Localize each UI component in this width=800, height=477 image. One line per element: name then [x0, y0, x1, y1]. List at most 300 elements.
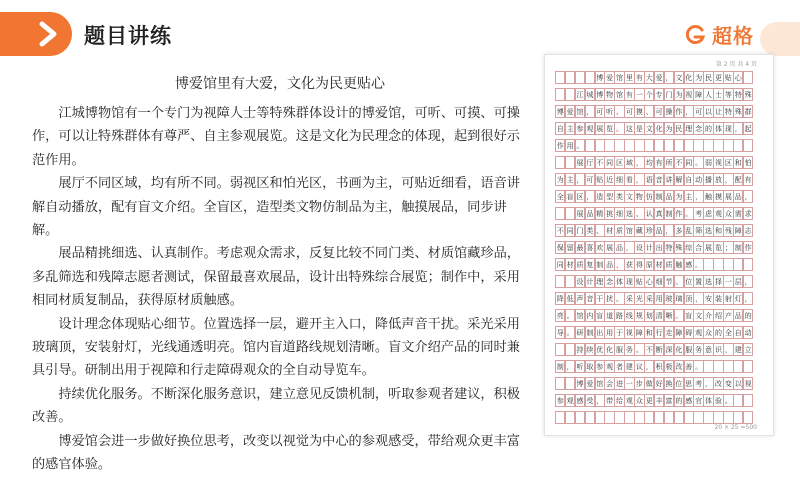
essay-paragraph: 江城博物馆有一个专门为视障人士等特殊群体设计的博爱馆，可听、可摸、可操作，可以让特殊群体有尊严、自主参观展览。这是文化为民理念的体现，起到很好示范作用。: [32, 106, 520, 168]
answer-sheet-cell: 博: [555, 105, 565, 118]
answer-sheet-cell: ，: [664, 71, 674, 84]
answer-sheet-cell: ，: [723, 343, 733, 356]
answer-sheet-cell: 用: [565, 139, 575, 152]
answer-sheet-cell: 语: [644, 173, 654, 186]
answer-sheet-cell: ，: [595, 394, 605, 407]
answer-sheet-cell: 视: [684, 88, 694, 101]
answer-sheet-cell: 造: [595, 190, 605, 203]
answer-sheet-cell: 里: [624, 71, 634, 84]
answer-sheet-cell: 看: [624, 173, 634, 186]
answer-sheet-cell: [703, 139, 713, 152]
answer-sheet-cell: [634, 139, 644, 152]
answer-sheet-cell: 细: [614, 173, 624, 186]
answer-sheet-cell: 作: [743, 241, 753, 254]
answer-sheet-cell: [644, 139, 654, 152]
answer-sheet-cell: 细: [654, 275, 664, 288]
answer-sheet-cell: 不: [644, 343, 654, 356]
play-arrow-icon: [0, 12, 72, 56]
answer-sheet-cell: 等: [723, 88, 733, 101]
answer-sheet-cell: 可: [693, 105, 703, 118]
answer-sheet-cell: 殊: [674, 241, 684, 254]
answer-sheet-cell: 质: [575, 258, 585, 271]
answer-sheet-cell: [684, 411, 694, 424]
answer-sheet-cell: 极: [664, 360, 674, 373]
answer-sheet-cell: 。: [723, 394, 733, 407]
answer-sheet-cell: 文: [644, 122, 654, 135]
answer-sheet-cell: [723, 411, 733, 424]
answer-sheet-cell: 的: [703, 122, 713, 135]
answer-sheet-cell: 议: [634, 360, 644, 373]
answer-sheet-cell: 全: [723, 326, 733, 339]
answer-sheet-cell: 博: [575, 377, 585, 390]
answer-sheet-cell: 玻: [664, 292, 674, 305]
answer-sheet-cell: 体: [703, 394, 713, 407]
answer-sheet-cell: 细: [614, 207, 624, 220]
answer-sheet-cell: 个: [644, 88, 654, 101]
answer-sheet-cell: 晰: [664, 309, 674, 322]
answer-sheet-cell: 务: [624, 343, 634, 356]
answer-sheet-cell: [703, 360, 713, 373]
answer-sheet-cell: 。: [614, 122, 624, 135]
answer-sheet-cell: 不: [595, 156, 605, 169]
answer-sheet-cell: ，: [703, 377, 713, 390]
answer-sheet-cell: 作: [555, 139, 565, 152]
answer-sheet-row: [555, 156, 753, 169]
answer-sheet-cell: 观: [693, 326, 703, 339]
answer-sheet-cell: 。: [614, 292, 624, 305]
answer-sheet-cell: 选: [703, 224, 713, 237]
answer-sheet-cell: [565, 88, 575, 101]
answer-sheet-cell: 讲: [664, 173, 674, 186]
answer-sheet-cell: 障: [733, 224, 743, 237]
answer-sheet-cell: [585, 139, 595, 152]
answer-sheet-cell: [585, 411, 595, 424]
answer-sheet-cell: 近: [604, 173, 614, 186]
answer-sheet-cell: [743, 139, 753, 152]
essay-paragraph: 展品精挑细选、认真制作。考虑观众需求，反复比较不同门类、材质馆藏珍品，多乱筛选和残障志愿者测试，保留最喜欢展品，设计出特殊综合展览；制作中，采用相同材质复制品，获得原材质触感。: [32, 246, 520, 309]
answer-sheet-cell: [565, 275, 575, 288]
answer-sheet-cell: 积: [654, 360, 664, 373]
answer-sheet-cell: 大: [644, 71, 654, 84]
answer-sheet-cell: 类: [585, 224, 595, 237]
answer-sheet-cell: 璃: [674, 292, 684, 305]
brand-logo: [684, 20, 754, 49]
answer-sheet-cell: 识: [713, 343, 723, 356]
answer-sheet-cell: 材: [604, 224, 614, 237]
answer-sheet-cell: [634, 411, 644, 424]
answer-sheet-cell: 计: [585, 275, 595, 288]
answer-sheet-cell: 感: [684, 258, 694, 271]
answer-sheet-cell: 不: [555, 224, 565, 237]
answer-sheet-cell: 层: [733, 275, 743, 288]
answer-sheet-cell: 化: [654, 122, 664, 135]
answer-sheet-cell: 给: [614, 394, 624, 407]
answer-sheet-cell: 。: [674, 275, 684, 288]
answer-sheet-cell: 光: [634, 292, 644, 305]
answer-sheet-cell: [644, 411, 654, 424]
answer-sheet-cell: 者: [614, 360, 624, 373]
answer-sheet-cell: 绍: [713, 309, 723, 322]
answer-sheet-page-label: 第 2 页 共 4 页: [715, 61, 757, 68]
answer-sheet-cell: 城: [585, 88, 595, 101]
answer-sheet-row: [555, 309, 753, 322]
answer-sheet-cell: 展: [575, 156, 585, 169]
answer-sheet-cell: 路: [614, 309, 624, 322]
answer-sheet-row: [555, 343, 753, 356]
answer-sheet-cell: [565, 343, 575, 356]
answer-sheet-cell: 志: [743, 224, 753, 237]
answer-sheet-cell: 续: [585, 343, 595, 356]
answer-sheet-cell: ，: [693, 292, 703, 305]
answer-sheet-cell: [575, 411, 585, 424]
answer-sheet-cell: [743, 71, 753, 84]
answer-sheet-cell: ，: [634, 173, 644, 186]
essay-title: 博爱馆里有大爱，文化为民更贴心: [175, 76, 385, 92]
answer-sheet-cell: 于: [614, 326, 624, 339]
answer-sheet-cell: 感: [575, 394, 585, 407]
answer-sheet-cell: 、: [614, 105, 624, 118]
answer-sheet-cell: 盲: [684, 309, 694, 322]
answer-sheet-cell: 进: [614, 377, 624, 390]
answer-sheet-cell: 计: [644, 241, 654, 254]
answer-sheet-cell: 研: [575, 326, 585, 339]
answer-sheet-cell: 制: [733, 241, 743, 254]
answer-sheet-cell: 步: [634, 377, 644, 390]
answer-sheet-cell: 和: [713, 224, 723, 237]
answer-sheet-cell: 优: [595, 343, 605, 356]
answer-sheet-cell: 全: [555, 190, 565, 203]
answer-sheet-cell: 让: [713, 105, 723, 118]
answer-sheet-cell: 播: [703, 173, 713, 186]
answer-sheet-cell: [713, 411, 723, 424]
answer-sheet-cell: ，: [723, 173, 733, 186]
answer-sheet-cell: 的: [674, 394, 684, 407]
answer-sheet-cell: [555, 343, 565, 356]
answer-sheet-cell: 获: [624, 258, 634, 271]
answer-sheet-cell: [595, 411, 605, 424]
answer-sheet-cell: 置: [693, 275, 703, 288]
answer-sheet-cell: 博: [595, 71, 605, 84]
answer-sheet-cell: ；: [723, 241, 733, 254]
answer-sheet-cell: 会: [604, 377, 614, 390]
answer-sheet-cell: 内: [585, 309, 595, 322]
answer-sheet-cell: 做: [644, 377, 654, 390]
answer-sheet-cell: 博: [595, 88, 605, 101]
answer-sheet-cell: [555, 275, 565, 288]
answer-sheet-row: [555, 411, 753, 424]
answer-sheet-cell: 、: [595, 224, 605, 237]
answer-sheet-cell: 馆: [575, 105, 585, 118]
answer-sheet-cell: 为: [674, 190, 684, 203]
answer-sheet-cell: 道: [604, 309, 614, 322]
answer-sheet-cell: [555, 71, 565, 84]
answer-sheet-cell: 思: [684, 377, 694, 390]
answer-sheet-cell: [555, 411, 565, 424]
answer-sheet-cell: 同: [684, 156, 694, 169]
answer-sheet-cell: 同: [604, 156, 614, 169]
answer-sheet-cell: 贴: [723, 71, 733, 84]
answer-sheet-cell: 意: [703, 343, 713, 356]
answer-sheet-cell: 品: [733, 309, 743, 322]
answer-sheet-cell: 。: [565, 309, 575, 322]
answer-sheet-cell: 动: [693, 173, 703, 186]
answer-sheet-cell: 馆: [614, 71, 624, 84]
answer-sheet-cell: 这: [624, 122, 634, 135]
answer-sheet-cell: 听: [575, 360, 585, 373]
answer-sheet-cell: 念: [604, 275, 614, 288]
answer-sheet-cell: 更: [644, 394, 654, 407]
answer-sheet-cell: [595, 139, 605, 152]
answer-sheet-cell: 取: [585, 360, 595, 373]
answer-sheet-cell: 可: [585, 173, 595, 186]
answer-sheet-cell: 品: [585, 207, 595, 220]
answer-sheet-cell: 、: [644, 105, 654, 118]
answer-sheet-cell: 品: [664, 190, 674, 203]
answer-sheet-cell: 展: [575, 207, 585, 220]
answer-sheet-cell: 、: [634, 207, 644, 220]
answer-sheet-cell: 自: [684, 173, 694, 186]
answer-sheet-cell: 特: [733, 88, 743, 101]
answer-sheet-cell: 现: [624, 275, 634, 288]
answer-sheet-cell: [555, 207, 565, 220]
answer-sheet-grid: [555, 71, 753, 428]
answer-sheet-cell: 降: [555, 292, 565, 305]
answer-sheet-cell: 规: [634, 309, 644, 322]
answer-sheet-cell: 展: [703, 241, 713, 254]
answer-sheet-cell: 怕: [743, 156, 753, 169]
answer-sheet-cell: 好: [654, 377, 664, 390]
answer-sheet-cell: 导: [555, 326, 565, 339]
answer-sheet-row: [555, 139, 753, 152]
answer-sheet-cell: 展: [604, 241, 614, 254]
answer-sheet-cell: 选: [624, 207, 634, 220]
answer-sheet-cell: 保: [555, 241, 565, 254]
answer-sheet-cell: 弱: [703, 156, 713, 169]
answer-sheet-cell: 行: [654, 326, 664, 339]
answer-sheet-cell: 观: [585, 122, 595, 135]
answer-sheet-row: [555, 377, 753, 390]
answer-sheet-cell: 品: [604, 258, 614, 271]
answer-sheet-cell: 喜: [585, 241, 595, 254]
answer-sheet-cell: ，: [565, 360, 575, 373]
answer-sheet-cell: 心: [733, 71, 743, 84]
answer-sheet-cell: 出: [654, 241, 664, 254]
answer-sheet-cell: [703, 411, 713, 424]
answer-sheet-cell: 立: [743, 343, 753, 356]
answer-sheet-cell: 操: [664, 105, 674, 118]
answer-sheet-cell: 化: [674, 343, 684, 356]
answer-sheet-cell: [654, 139, 664, 152]
answer-sheet-cell: 摸: [713, 190, 723, 203]
answer-sheet-cell: 江: [575, 88, 585, 101]
answer-sheet-cell: 安: [703, 292, 713, 305]
answer-sheet-cell: 观: [624, 394, 634, 407]
answer-sheet-cell: ，: [614, 258, 624, 271]
answer-sheet-cell: 动: [743, 326, 753, 339]
answer-sheet-cell: 原: [644, 258, 654, 271]
answer-sheet-cell: 变: [723, 377, 733, 390]
answer-sheet-cell: ，: [733, 122, 743, 135]
answer-sheet-cell: 体: [614, 275, 624, 288]
answer-sheet-cell: 换: [664, 377, 674, 390]
answer-sheet-cell: ，: [624, 241, 634, 254]
answer-sheet-cell: 服: [684, 343, 694, 356]
answer-sheet-cell: 藏: [634, 224, 644, 237]
answer-sheet-cell: 民: [674, 122, 684, 135]
answer-sheet-cell: 富: [664, 394, 674, 407]
answer-sheet-cell: 虑: [703, 207, 713, 220]
answer-sheet-cell: [693, 139, 703, 152]
answer-sheet-cell: 参: [595, 360, 605, 373]
answer-sheet-row: [555, 360, 753, 373]
answer-sheet-cell: 用: [604, 326, 614, 339]
answer-sheet-cell: [674, 139, 684, 152]
answer-sheet-cell: 节: [664, 275, 674, 288]
answer-sheet-cell: 贴: [595, 173, 605, 186]
answer-sheet-row: [555, 326, 753, 339]
answer-sheet-cell: ，: [585, 105, 595, 118]
answer-sheet-cell: 采: [624, 292, 634, 305]
answer-sheet-cell: 仿: [644, 190, 654, 203]
answer-sheet-cell: 众: [723, 207, 733, 220]
answer-sheet-cell: 建: [624, 360, 634, 373]
answer-sheet-cell: 改: [674, 360, 684, 373]
answer-sheet-cell: 亮: [555, 309, 565, 322]
answer-sheet-cell: 制: [555, 360, 565, 373]
answer-sheet-cell: 质: [664, 258, 674, 271]
answer-sheet-cell: 位: [684, 275, 694, 288]
answer-sheet-cell: 最: [575, 241, 585, 254]
answer-sheet-cell: 爱: [565, 105, 575, 118]
answer-sheet-cell: 馆: [614, 88, 624, 101]
answer-sheet-cell: 物: [634, 190, 644, 203]
answer-sheet-cell: 门: [575, 224, 585, 237]
answer-sheet-cell: 干: [595, 292, 605, 305]
answer-sheet-footer: 20 × 25 =500: [714, 424, 757, 431]
answer-sheet-cell: 材: [565, 258, 575, 271]
answer-sheet-cell: [733, 411, 743, 424]
answer-sheet-cell: 的: [713, 326, 723, 339]
answer-sheet-cell: 参: [575, 122, 585, 135]
answer-sheet-image: [544, 54, 774, 436]
answer-sheet-cell: [713, 139, 723, 152]
answer-sheet-cell: [674, 411, 684, 424]
answer-sheet-cell: ，: [644, 360, 654, 373]
answer-sheet-cell: [664, 139, 674, 152]
answer-sheet-cell: 群: [743, 105, 753, 118]
answer-sheet-cell: 众: [703, 326, 713, 339]
answer-sheet-cell: 真: [654, 207, 664, 220]
answer-sheet-cell: 一: [624, 377, 634, 390]
answer-sheet-cell: 心: [644, 275, 654, 288]
answer-sheet-cell: 介: [703, 309, 713, 322]
answer-sheet-cell: [723, 360, 733, 373]
answer-sheet-cell: 综: [684, 241, 694, 254]
answer-sheet-cell: 验: [713, 394, 723, 407]
answer-sheet-cell: 欢: [595, 241, 605, 254]
answer-sheet-cell: 多: [674, 224, 684, 237]
answer-sheet-cell: 用: [654, 292, 664, 305]
answer-sheet-cell: 品: [614, 241, 624, 254]
answer-sheet-cell: 观: [604, 360, 614, 373]
answer-sheet-cell: 。: [693, 360, 703, 373]
answer-sheet-cell: 音: [654, 173, 664, 186]
answer-sheet-cell: 合: [693, 241, 703, 254]
answer-sheet-cell: 务: [693, 343, 703, 356]
answer-sheet-cell: 起: [743, 122, 753, 135]
answer-sheet-cell: 择: [713, 275, 723, 288]
answer-sheet-cell: 视: [743, 377, 753, 390]
answer-sheet-cell: [565, 71, 575, 84]
answer-sheet-cell: 更: [713, 71, 723, 84]
answer-sheet-cell: 一: [634, 88, 644, 101]
answer-sheet-cell: 均: [644, 156, 654, 169]
answer-sheet-cell: 爱: [604, 71, 614, 84]
answer-sheet-cell: 念: [693, 122, 703, 135]
answer-sheet-cell: 解: [674, 173, 684, 186]
answer-sheet-cell: 馆: [575, 309, 585, 322]
decorative-shape: [760, 22, 800, 56]
answer-sheet-cell: 文: [674, 71, 684, 84]
answer-sheet-row: [555, 241, 753, 254]
answer-sheet-cell: 设: [634, 241, 644, 254]
answer-sheet-cell: 化: [684, 71, 694, 84]
answer-sheet-cell: 为: [664, 122, 674, 135]
answer-sheet-cell: 精: [595, 207, 605, 220]
answer-sheet-cell: ，: [634, 156, 644, 169]
answer-sheet-cell: 筛: [693, 224, 703, 237]
answer-sheet-cell: 体: [713, 122, 723, 135]
answer-sheet-cell: 观: [713, 207, 723, 220]
answer-sheet-cell: 作: [674, 207, 684, 220]
answer-sheet-cell: 馆: [624, 224, 634, 237]
answer-sheet-cell: 持: [575, 343, 585, 356]
answer-sheet-cell: 专: [654, 88, 664, 101]
answer-sheet-cell: 听: [604, 105, 614, 118]
answer-sheet-cell: [713, 258, 723, 271]
answer-sheet-cell: 认: [644, 207, 654, 220]
answer-sheet-cell: [575, 71, 585, 84]
answer-sheet-cell: 断: [654, 343, 664, 356]
brand-logo-text: 超格: [712, 24, 754, 48]
answer-sheet-row: [555, 88, 753, 101]
answer-sheet-row: [555, 207, 753, 220]
answer-sheet-cell: [565, 207, 575, 220]
answer-sheet-cell: 区: [614, 156, 624, 169]
answer-sheet-cell: 顶: [684, 292, 694, 305]
essay-paragraph: 持续优化服务。不断深化服务意识，建立意见反馈机制，听取参观者建议，积极改善。: [32, 386, 520, 426]
answer-sheet-cell: 需: [733, 207, 743, 220]
answer-sheet-cell: 音: [585, 292, 595, 305]
answer-sheet-cell: 有: [634, 71, 644, 84]
answer-sheet-cell: [743, 360, 753, 373]
answer-sheet-cell: 出: [595, 326, 605, 339]
answer-sheet-cell: [614, 411, 624, 424]
answer-sheet-cell: 为: [555, 173, 565, 186]
answer-sheet-cell: 善: [684, 360, 694, 373]
answer-sheet-cell: 特: [723, 105, 733, 118]
answer-sheet-cell: [703, 258, 713, 271]
answer-sheet-cell: 爱: [654, 71, 664, 84]
answer-sheet-cell: 线: [624, 309, 634, 322]
answer-sheet-cell: [743, 258, 753, 271]
answer-sheet-cell: [684, 139, 694, 152]
answer-sheet-cell: 射: [723, 292, 733, 305]
answer-sheet-cell: [723, 258, 733, 271]
answer-sheet-cell: 扰: [604, 292, 614, 305]
answer-sheet-cell: 有: [654, 156, 664, 169]
answer-sheet-cell: 型: [604, 190, 614, 203]
